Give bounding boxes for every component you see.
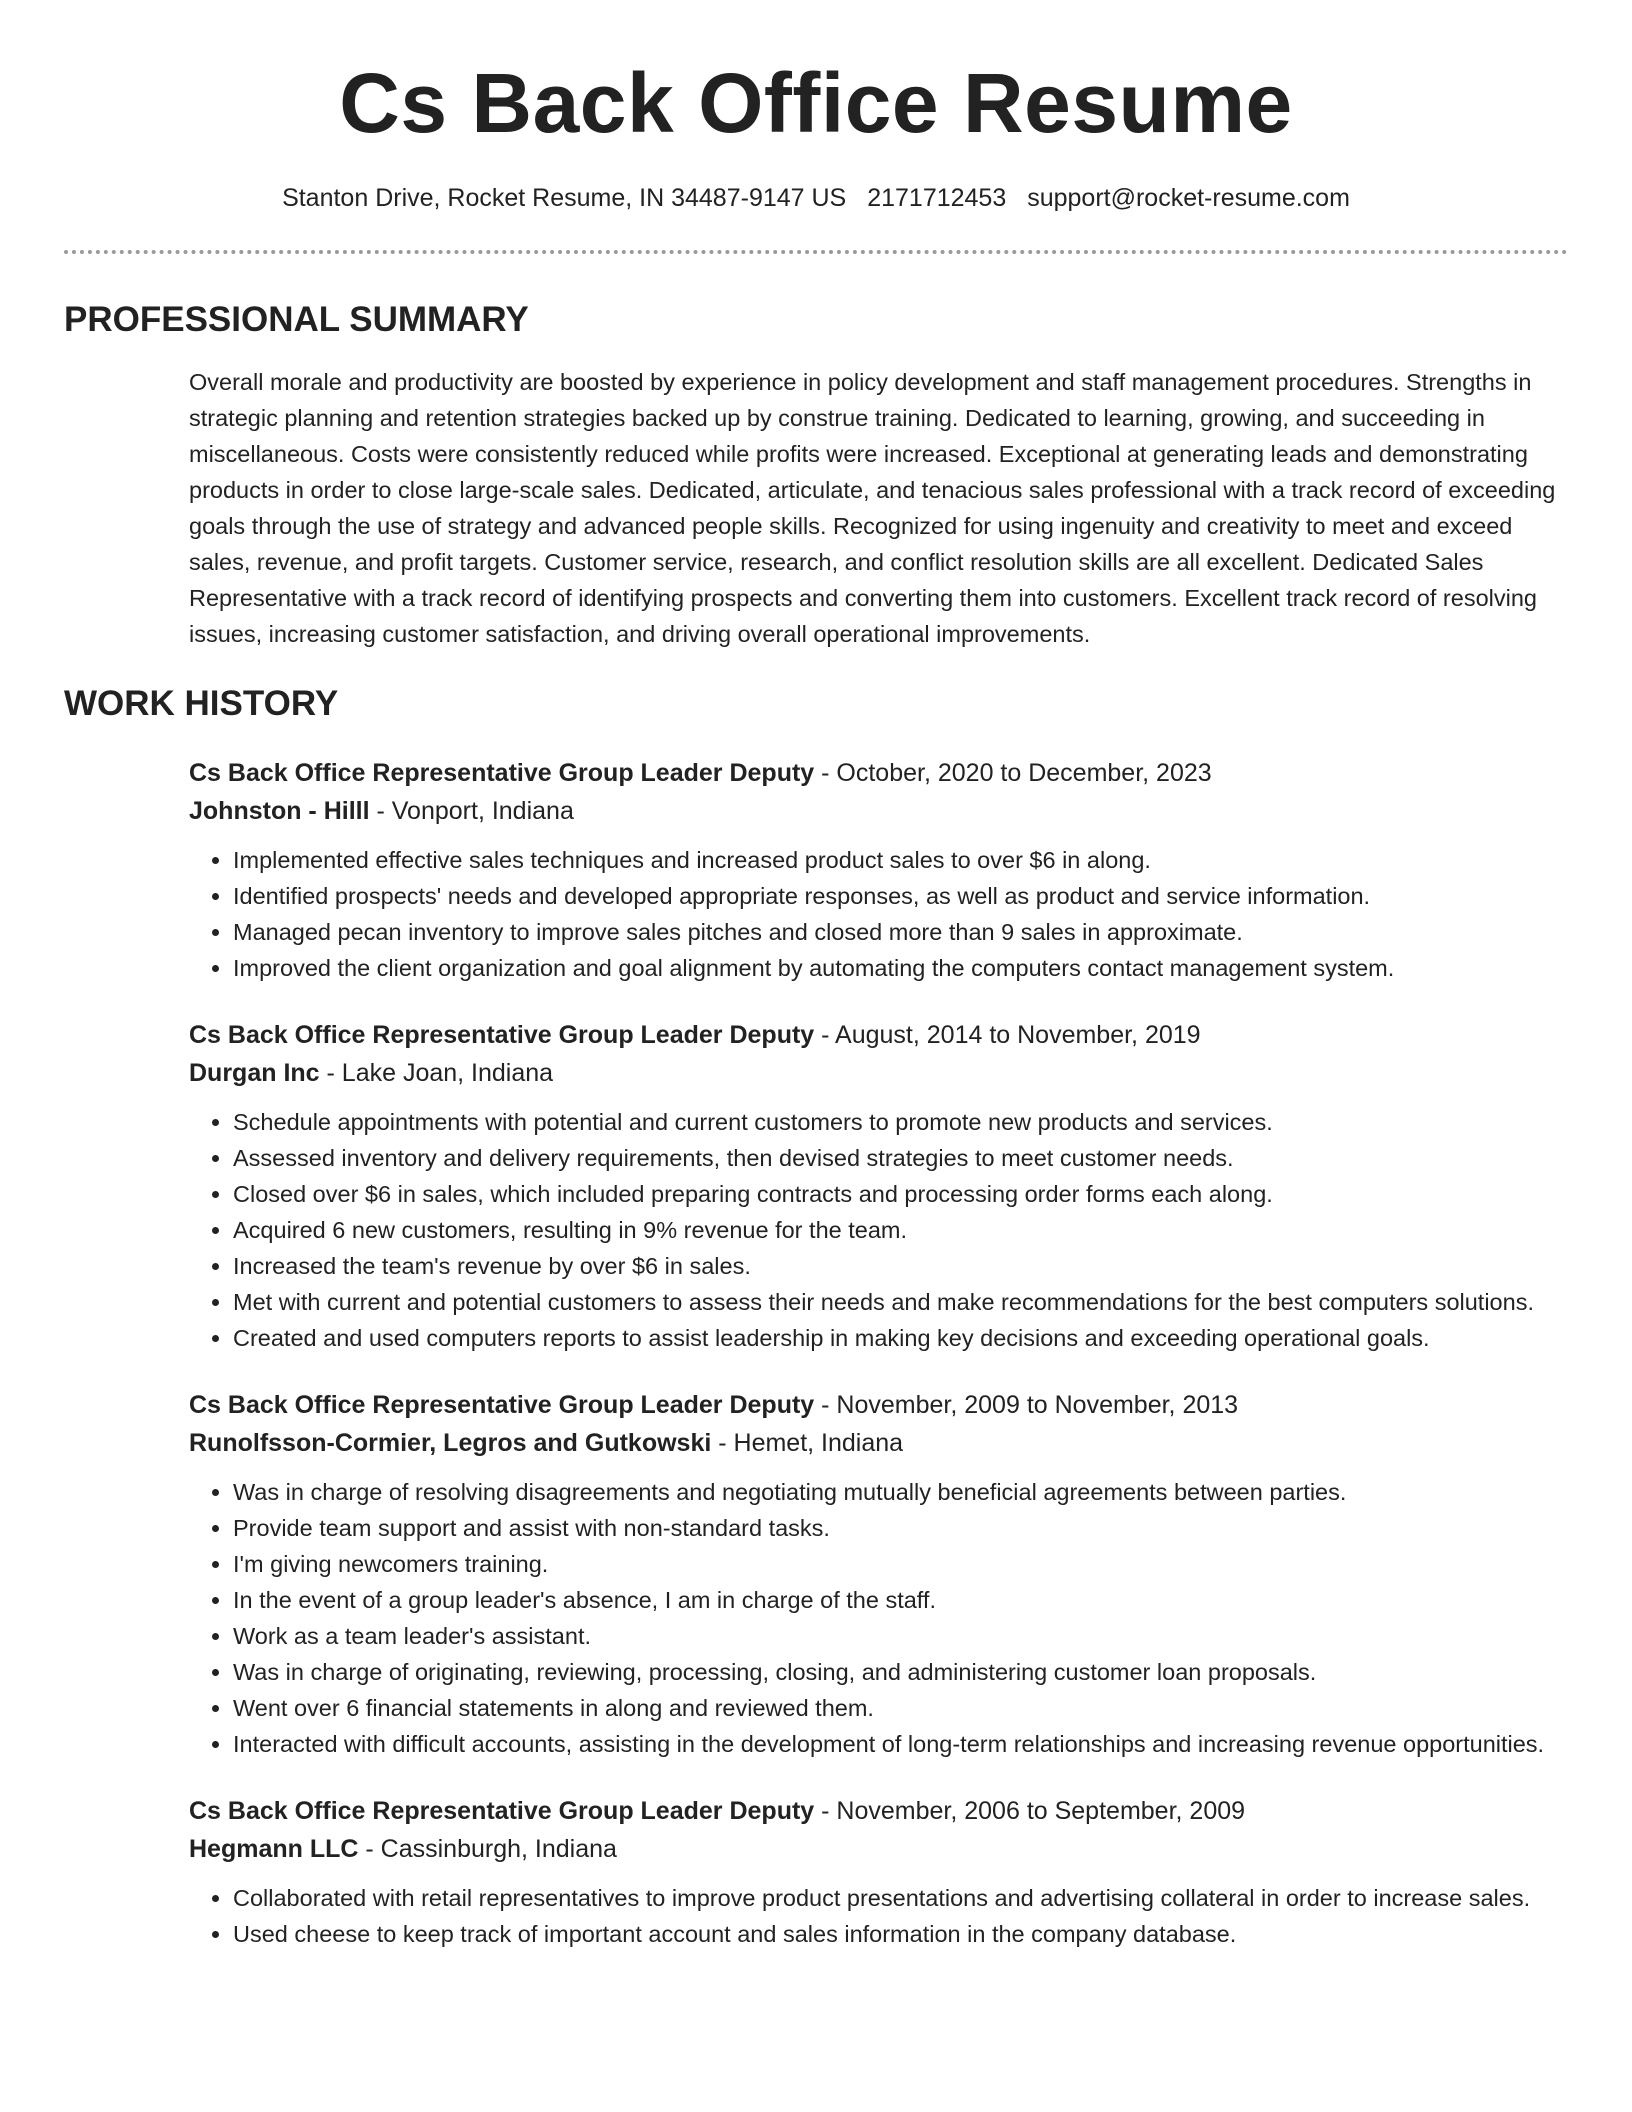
job-bullet: • Managed pecan inventory to improve sales pitches and closed more than 9 sales in approximate. <box>233 914 1568 950</box>
job-bullets <box>189 1474 1568 1762</box>
job-dates: - October, 2020 to December, 2023 <box>814 759 1212 787</box>
job-company: Durgan Inc <box>189 1059 320 1087</box>
job-dates: - November, 2006 to September, 2009 <box>814 1797 1246 1825</box>
job-bullet: • Assessed inventory and delivery requirements, then devised strategies to meet customer needs. <box>233 1140 1568 1176</box>
job-company: Hegmann LLC <box>189 1835 359 1863</box>
job-bullet: • Interacted with difficult accounts, assisting in the development of long-term relationships and increasing revenue opportunities. <box>233 1726 1568 1762</box>
job-bullet: • Used cheese to keep track of important account and sales information in the company database. <box>233 1916 1568 1952</box>
job-bullet: • Improved the client organization and goal alignment by automating the computers contact management system. <box>233 950 1568 986</box>
job-location: - Cassinburgh, Indiana <box>358 1835 617 1863</box>
job-bullet: • Met with current and potential customers to assess their needs and make recommendations for the best computers solutions. <box>233 1284 1568 1320</box>
job-company-line <box>189 1054 1568 1092</box>
job-title: Cs Back Office Representative Group Leader Deputy <box>189 759 815 787</box>
header-divider <box>64 250 1568 254</box>
job-location: - Lake Joan, Indiana <box>319 1059 554 1087</box>
contact-phone: 2171712453 <box>867 184 1007 212</box>
job-bullet: • Was in charge of resolving disagreements and negotiating mutually beneficial agreements between parties. <box>233 1474 1568 1510</box>
job-title-line <box>189 1792 1568 1830</box>
job-location: - Vonport, Indiana <box>369 797 574 825</box>
work-history-list <box>189 754 1568 1952</box>
resume-name: Cs Back Office Resume <box>339 56 1293 150</box>
job-bullet: • In the event of a group leader's absence, I am in charge of the staff. <box>233 1582 1568 1618</box>
job-bullets <box>189 1104 1568 1356</box>
job-company-line <box>189 792 1568 830</box>
job-bullet: • I'm giving newcomers training. <box>233 1546 1568 1582</box>
job-bullet: • Created and used computers reports to assist leadership in making key decisions and exceeding operational goals. <box>233 1320 1568 1356</box>
job-bullet: • Was in charge of originating, reviewing, processing, closing, and administering customer loan proposals. <box>233 1654 1568 1690</box>
summary-text: Overall morale and productivity are boosted by experience in policy development and staff management procedures. Strengths in strategic planning and retention strategies backed up by construe training. Dedicated to learning, growing, and succeeding in miscellaneous. Costs were consistently reduced while profits were increased. Exceptional at generating leads and demonstrating products in order to close large-scale sales. Dedicated, articulate, and tenacious sales professional with a track record of exceeding goals through the use of strategy and advanced people skills. Recognized for using ingenuity and creativity to meet and exceed sales, revenue, and profit targets. Customer service, research, and conflict resolution skills are all excellent. Dedicated Sales Representative with a track record of identifying prospects and converting them into customers. Excellent track record of resolving issues, increasing customer satisfaction, and driving overall operational improvements. <box>189 369 1556 647</box>
job-bullet: • Collaborated with retail representatives to improve product presentations and advertising collateral in order to increase sales. <box>233 1880 1568 1916</box>
job-entry <box>189 754 1568 986</box>
summary-heading: PROFESSIONAL SUMMARY <box>64 300 529 339</box>
job-bullets <box>189 1880 1568 1952</box>
contact-address: Stanton Drive, Rocket Resume, IN 34487-9147 US <box>282 184 847 212</box>
job-company-line <box>189 1830 1568 1868</box>
job-title-line <box>189 1386 1568 1424</box>
resume-header <box>0 0 1632 214</box>
job-bullet: • Identified prospects' needs and developed appropriate responses, as well as product and service information. <box>233 878 1568 914</box>
job-title: Cs Back Office Representative Group Leader Deputy <box>189 1797 815 1825</box>
job-location: - Hemet, Indiana <box>711 1429 904 1457</box>
job-entry <box>189 1016 1568 1356</box>
contact-email: support@rocket-resume.com <box>1027 184 1350 212</box>
job-company: Johnston - Hilll <box>189 797 370 825</box>
job-bullet: • Provide team support and assist with non-standard tasks. <box>233 1510 1568 1546</box>
job-bullet: • Schedule appointments with potential and current customers to promote new products and services. <box>233 1104 1568 1140</box>
job-bullet: • Work as a team leader's assistant. <box>233 1618 1568 1654</box>
job-bullet: • Implemented effective sales techniques and increased product sales to over $6 in along. <box>233 842 1568 878</box>
job-bullet: • Closed over $6 in sales, which included preparing contracts and processing order forms each along. <box>233 1176 1568 1212</box>
job-company: Runolfsson-Cormier, Legros and Gutkowski <box>189 1429 712 1457</box>
job-bullet: • Went over 6 financial statements in along and reviewed them. <box>233 1690 1568 1726</box>
job-dates: - November, 2009 to November, 2013 <box>814 1391 1239 1419</box>
job-bullets <box>189 842 1568 986</box>
job-company-line <box>189 1424 1568 1462</box>
job-title: Cs Back Office Representative Group Leader Deputy <box>189 1391 815 1419</box>
job-entry <box>189 1386 1568 1762</box>
job-bullet: • Acquired 6 new customers, resulting in 9% revenue for the team. <box>233 1212 1568 1248</box>
job-entry <box>189 1792 1568 1952</box>
job-title-line <box>189 754 1568 792</box>
job-dates: - August, 2014 to November, 2019 <box>814 1021 1201 1049</box>
job-title: Cs Back Office Representative Group Leader Deputy <box>189 1021 815 1049</box>
job-title-line <box>189 1016 1568 1054</box>
work-history-heading: WORK HISTORY <box>64 684 339 723</box>
job-bullet: • Increased the team's revenue by over $6 in sales. <box>233 1248 1568 1284</box>
contact-line <box>0 182 1632 214</box>
